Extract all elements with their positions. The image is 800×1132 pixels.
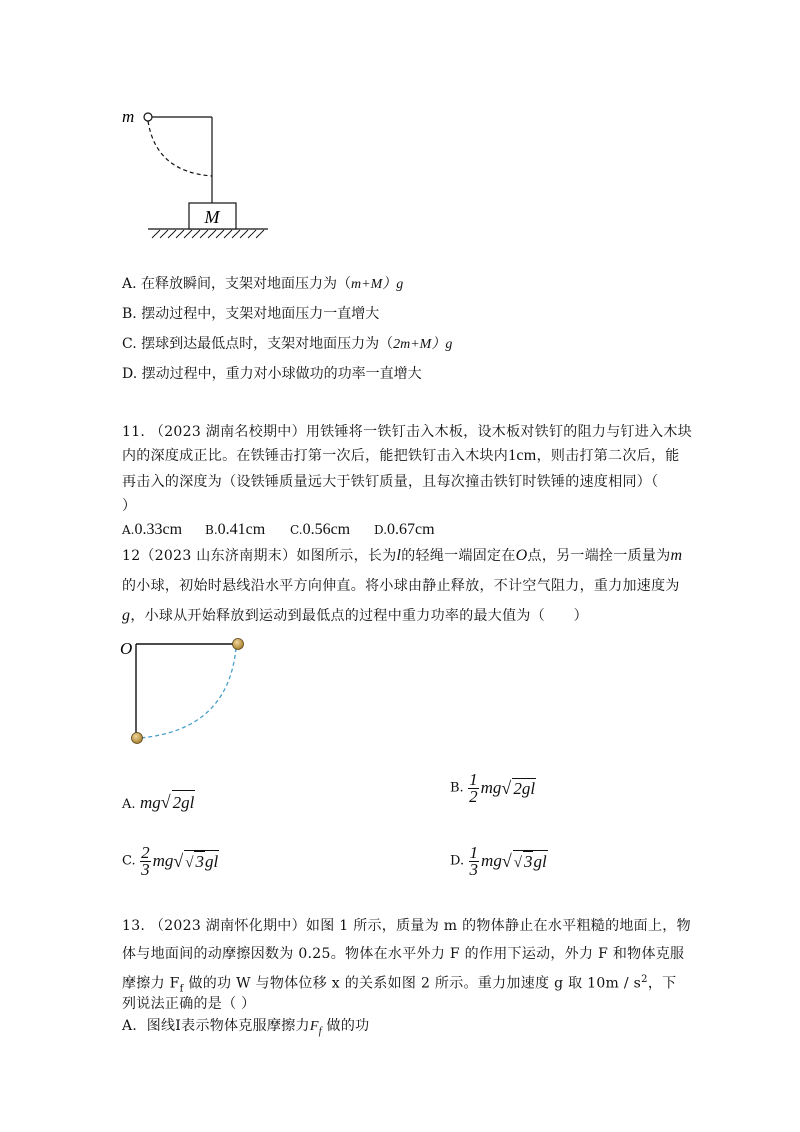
q13-stem-line2: 体与地面间的动摩擦因数为 0.25。物体在水平外力 F 的作用下运动，外力 F 和物体克服: [122, 946, 685, 962]
fraction-denominator: 2: [469, 787, 478, 806]
q11-stem-line1: 11. （2023 湖南名校期中）用铁锤将一铁钉击入木板，设木板对铁钉的阻力与钉进入木块: [122, 424, 692, 440]
q13-option-a-F: F: [309, 1019, 319, 1034]
q11-option-b: [205, 520, 265, 540]
q11-stem-line2-tail: ，则击打第二次后，能: [536, 448, 680, 464]
q12-option-d-label: D.: [450, 853, 465, 869]
q12-stem-line2: 的小球，初始时悬线沿水平方向伸直。将小球由静止释放，不计空气阻力，重力加速度为: [122, 578, 680, 594]
q11-option-b-label: B.: [205, 523, 218, 537]
q11-stem-line2-text: 内的深度成正比。在铁锤击打第一次后，能把铁钉击入木块内: [122, 448, 509, 464]
q11-stem-line4: ）: [122, 498, 137, 514]
q13-option-a: [122, 1016, 369, 1042]
q13-option-a-subscript: f: [318, 1025, 322, 1037]
q13-friction-subscript: f: [179, 983, 184, 995]
fraction-denominator: 3: [469, 860, 479, 879]
q12-option-b-mg: mg: [480, 778, 502, 798]
q12-option-c-inner-radicand: 3: [195, 852, 204, 871]
q12-stem-line1-text: 12（2023 山东济南期末）如图所示，长为: [122, 548, 397, 564]
q11-option-c-label: C.: [290, 523, 303, 537]
radical-icon: √: [173, 851, 184, 872]
q12-stem-line1-mid: 的轻绳一端固定在: [401, 548, 516, 564]
q12-gravity-symbol: g: [122, 607, 131, 624]
q12-stem-line1-mid2: 点，另一端拴一质量为: [527, 548, 671, 564]
q12-stem-line1: [122, 546, 682, 566]
mass-M-label: M: [204, 207, 220, 227]
q10-option-a-tail: ）g: [382, 277, 404, 292]
q12-point-symbol: O: [515, 547, 528, 564]
q12-option-b-radicand: 2gl: [513, 779, 536, 798]
q12-option-c-radicand: [184, 850, 219, 873]
q12-option-c-fraction: [140, 845, 151, 878]
q12-option-b-expr: [468, 770, 536, 806]
fraction-numerator: 1: [469, 843, 479, 862]
q11-stem-line2: [122, 446, 680, 466]
radical-icon: √: [501, 778, 512, 799]
q10-option-c-expr: 2m+M: [393, 337, 432, 352]
q12-option-b: [450, 772, 536, 805]
q12-option-d-fraction: [469, 845, 480, 878]
q11-stem-line3: 再击入的深度为（设铁锤质量远大于铁钉质量，且每次撞击铁钉时铁锤的速度相同）（: [122, 474, 659, 490]
q13-stem-line4: 列说法正确的是（ ）: [122, 996, 256, 1012]
q12-option-c-expr: [140, 843, 219, 879]
q12-option-a-expr: [140, 793, 195, 812]
q12-option-a-radicand: 2gl: [172, 790, 196, 815]
fraction-numerator: 1: [469, 770, 478, 789]
q11-option-d-label: D.: [374, 523, 388, 537]
q12-option-c-mg: mg: [152, 851, 174, 871]
fraction-numerator: 2: [141, 843, 150, 862]
radical-icon: √: [501, 851, 512, 872]
q12-length-symbol: l: [396, 547, 402, 564]
q11-depth-unit: 1cm: [508, 447, 537, 464]
q10-option-d: D. 摆动过程中，重力对小球做功的功率一直增大: [122, 366, 422, 382]
q12-option-c-gl: gl: [204, 852, 219, 871]
q12-option-d-radicand: [513, 850, 548, 873]
q12-option-d-inner-radicand: 3: [523, 852, 533, 871]
q13-option-a-text: A．图线Ⅰ表示物体克服摩擦力: [122, 1018, 310, 1034]
radical-icon: √: [160, 792, 171, 812]
q12-mass-symbol: m: [670, 547, 683, 564]
q12-option-d: [450, 845, 548, 878]
q12-option-a-label: A.: [122, 797, 136, 812]
ball-lowest: [132, 733, 143, 744]
q12-option-c-label: C.: [122, 853, 136, 869]
q13-stem-line3-text: 摩擦力 F: [122, 975, 180, 992]
q11-option-c: [290, 520, 350, 540]
q13-stem-line3-mid: 做的功 W 与物体位移 x 的关系如图 2 所示。重力加速度 g 取 10m / s: [183, 975, 642, 992]
q13-option-a-tail: 做的功: [321, 1018, 370, 1034]
pendulum-stand-figure: [118, 100, 278, 245]
q12-option-d-expr: [469, 843, 548, 879]
q13-stem-line1: 13. （2023 湖南怀化期中）如图 1 所示，质量为 m 的物体静止在水平粗糙的地面上，物: [122, 918, 691, 934]
ball-start: [233, 639, 244, 650]
q12-option-a-mg: mg: [139, 793, 161, 812]
pendulum-release-figure: [118, 632, 258, 750]
inner-radical-icon: √: [185, 855, 194, 871]
q11-option-a: [122, 520, 182, 540]
pivot-O-label: O: [120, 639, 133, 658]
q11-option-b-value: 0.41cm: [217, 521, 266, 538]
q11-option-c-value: 0.56cm: [302, 521, 351, 538]
q12-option-c: [122, 845, 219, 878]
q12-stem-line3-text: ，小球从开始释放到运动到最低点的过程中重力功率的最大值为（ ）: [130, 608, 588, 624]
mass-m-label: m: [122, 107, 135, 126]
q10-option-c: [122, 334, 452, 355]
fraction-denominator: 3: [141, 860, 150, 879]
q10-option-a-expr: m+M: [351, 277, 383, 292]
q11-option-a-label: A.: [122, 523, 135, 537]
q10-option-a-text: A. 在释放瞬间，支架对地面压力为（: [122, 276, 352, 292]
q10-option-c-tail: ）g: [431, 337, 453, 352]
q10-option-c-text: C. 摆球到达最低点时，支架对地面压力为（: [122, 336, 394, 352]
q12-option-a: [122, 790, 195, 817]
q10-option-b: B. 摆动过程中，支架对地面压力一直增大: [122, 306, 380, 322]
q13-stem-line3-tail: ，下: [647, 975, 677, 992]
q11-option-a-value: 0.33cm: [134, 521, 183, 538]
q12-option-b-label: B.: [450, 780, 464, 796]
q12-option-d-gl: gl: [533, 852, 547, 871]
q12-option-d-mg: mg: [481, 851, 502, 871]
q10-option-a: [122, 274, 403, 295]
q11-option-d: [374, 520, 435, 540]
q11-option-d-value: 0.67cm: [387, 521, 435, 538]
q12-stem-line3: [122, 606, 588, 626]
q12-option-b-fraction: [468, 772, 479, 805]
inner-radical-icon: √: [513, 855, 522, 871]
q13-unit-superscript: 2: [641, 974, 648, 985]
